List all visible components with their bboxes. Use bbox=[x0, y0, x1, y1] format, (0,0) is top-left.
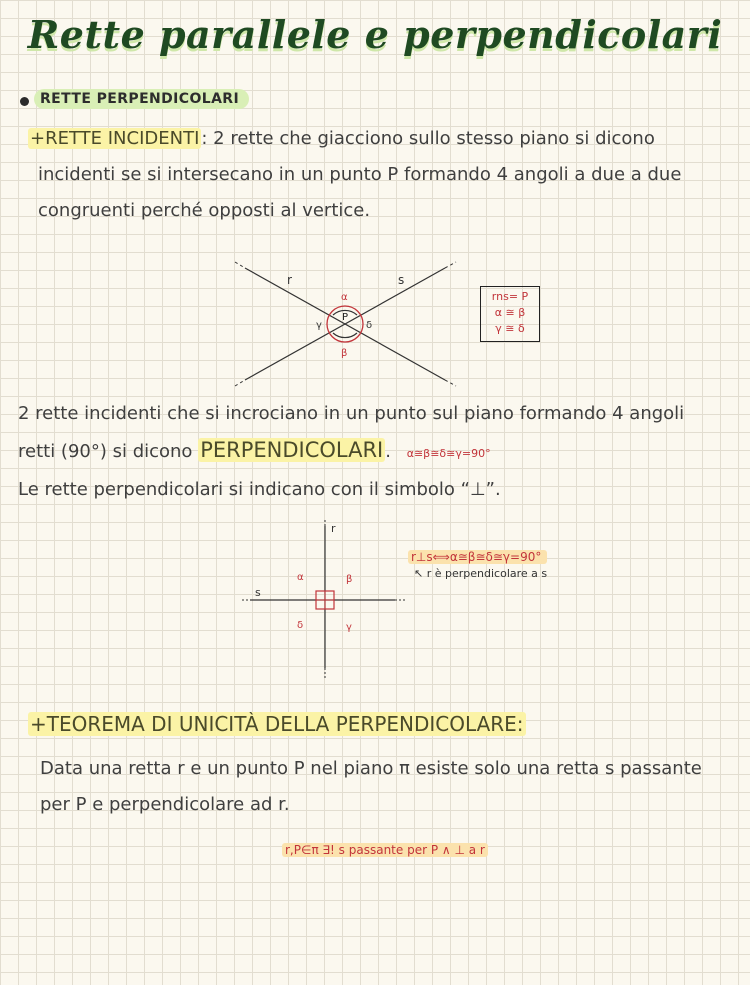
incidenti-line-2: incidenti se si intersecano in un punto P formando 4 angoli a due a due bbox=[38, 164, 682, 185]
teorema-line-1: Data una retta r e un punto P nel piano π esiste solo una retta s passante bbox=[40, 758, 702, 779]
intersection-note-box bbox=[480, 286, 540, 342]
perp-line-1: 2 rette incidenti che si incrociano in un punto sul piano formando 4 angoli bbox=[18, 403, 685, 424]
label-p: P bbox=[342, 312, 349, 323]
perp-note-label: r è perpendicolare a s bbox=[426, 567, 548, 580]
perp-line-3: Le rette perpendicolari si indicano con il simbolo “⊥”. bbox=[18, 479, 501, 500]
perp-symbol-formula: r⊥s⟺α≅β≅δ≅γ=90° bbox=[408, 550, 547, 564]
perpendicular-lines-diagram bbox=[240, 518, 415, 683]
label-delta: δ bbox=[366, 320, 373, 331]
perp-note-text bbox=[408, 567, 547, 580]
incidenti-line-1 bbox=[28, 121, 728, 157]
label-r: r bbox=[287, 273, 292, 287]
page-title: Rette parallele e perpendicolari bbox=[27, 12, 723, 57]
perp-text-2: retti (90°) si dicono bbox=[18, 441, 193, 462]
label-alpha-2: α bbox=[297, 572, 304, 583]
label-beta: β bbox=[341, 348, 348, 359]
incident-lines-diagram bbox=[230, 258, 460, 388]
label-s-2: s bbox=[255, 586, 261, 599]
box-line-1: rns= P bbox=[491, 290, 529, 303]
teorema-line-2: per P e perpendicolare ad r. bbox=[40, 794, 290, 815]
incidenti-text-1: : 2 rette che giacciono sullo stesso piano si dicono bbox=[201, 128, 655, 149]
perp-formula: α≅β≅δ≅γ=90° bbox=[406, 447, 491, 460]
label-gamma: γ bbox=[316, 320, 322, 331]
perp-line-2 bbox=[18, 432, 733, 472]
label-beta-2: β bbox=[346, 574, 353, 585]
incidenti-term: +RETTE INCIDENTI bbox=[30, 128, 200, 149]
bullet-dot bbox=[20, 97, 29, 106]
label-s: s bbox=[398, 273, 405, 287]
curved-arrow-icon: ↖ bbox=[414, 567, 424, 580]
perpendicolari-paragraph bbox=[18, 396, 733, 508]
incidenti-line-3: congruenti perché opposti al vertice. bbox=[38, 200, 371, 221]
box-line-2: α ≅ β bbox=[494, 306, 526, 319]
perp-definition-note bbox=[408, 550, 547, 580]
label-gamma-2: γ bbox=[346, 622, 352, 633]
perpendicolari-term: PERPENDICOLARI bbox=[200, 438, 384, 462]
perp-dot: . bbox=[385, 441, 391, 462]
label-alpha: α bbox=[341, 292, 348, 303]
section-label: RETTE PERPENDICOLARI bbox=[34, 89, 249, 109]
teorema-paragraph bbox=[40, 751, 735, 823]
teorema-formula: r,P∈π ∃! s passante per P ∧ ⊥ a r bbox=[282, 843, 488, 857]
box-line-3: γ ≅ δ bbox=[495, 322, 525, 335]
teorema-heading bbox=[28, 712, 526, 736]
label-r-2: r bbox=[331, 522, 336, 535]
label-delta-2: δ bbox=[297, 620, 304, 631]
teorema-title: +TEOREMA DI UNICITÀ DELLA PERPENDICOLARE: bbox=[30, 712, 524, 736]
incidenti-paragraph bbox=[28, 121, 728, 229]
